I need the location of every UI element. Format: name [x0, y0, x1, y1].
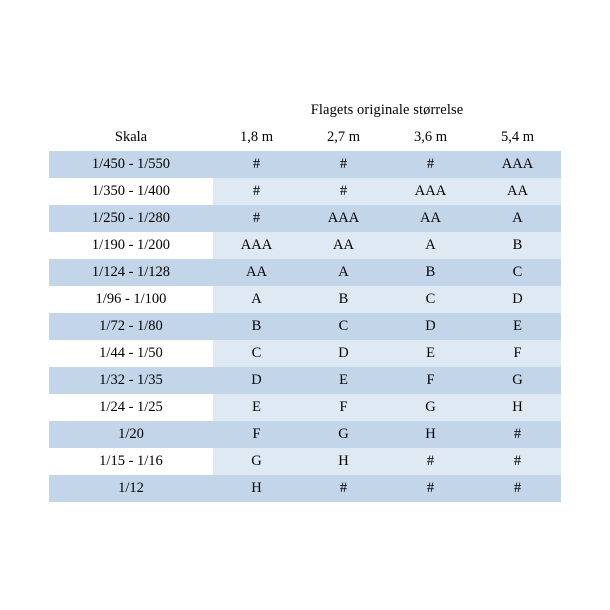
row-value: G	[474, 367, 561, 394]
row-value: F	[474, 340, 561, 367]
header-size-2: 2,7 m	[300, 124, 387, 151]
row-scale-label: 1/12	[49, 475, 213, 502]
row-scale-label: 1/32 - 1/35	[49, 367, 213, 394]
header-size-4: 5,4 m	[474, 124, 561, 151]
table-row	[49, 367, 561, 394]
table-row	[49, 340, 561, 367]
row-value: D	[474, 286, 561, 313]
row-value: #	[387, 151, 474, 178]
row-value: H	[387, 421, 474, 448]
table-row	[49, 259, 561, 286]
row-value: #	[474, 448, 561, 475]
row-scale-label: 1/450 - 1/550	[49, 151, 213, 178]
row-value: B	[474, 232, 561, 259]
header-size-3: 3,6 m	[387, 124, 474, 151]
row-scale-label: 1/250 - 1/280	[49, 205, 213, 232]
table-row	[49, 394, 561, 421]
table-row	[49, 421, 561, 448]
row-value: F	[213, 421, 300, 448]
row-value: C	[213, 340, 300, 367]
row-value: AA	[474, 178, 561, 205]
table-row	[49, 313, 561, 340]
row-scale-label: 1/350 - 1/400	[49, 178, 213, 205]
row-value: AA	[300, 232, 387, 259]
row-value: G	[387, 394, 474, 421]
table-header-row	[49, 124, 561, 151]
row-value: #	[474, 475, 561, 502]
header-size-1: 1,8 m	[213, 124, 300, 151]
table-row	[49, 448, 561, 475]
row-value: C	[387, 286, 474, 313]
row-value: AAA	[213, 232, 300, 259]
table-row	[49, 205, 561, 232]
row-value: D	[300, 340, 387, 367]
row-value: AAA	[474, 151, 561, 178]
row-value: #	[213, 205, 300, 232]
header-group-original-size: Flagets originale størrelse	[213, 97, 561, 124]
table-row	[49, 151, 561, 178]
row-value: A	[213, 286, 300, 313]
table-head	[49, 97, 561, 151]
flag-size-table	[49, 97, 561, 502]
row-scale-label: 1/15 - 1/16	[49, 448, 213, 475]
row-value: A	[474, 205, 561, 232]
row-value: #	[213, 178, 300, 205]
row-value: E	[300, 367, 387, 394]
row-scale-label: 1/24 - 1/25	[49, 394, 213, 421]
row-scale-label: 1/190 - 1/200	[49, 232, 213, 259]
row-value: #	[213, 151, 300, 178]
row-value: B	[213, 313, 300, 340]
row-value: B	[300, 286, 387, 313]
row-value: AA	[387, 205, 474, 232]
row-value: F	[300, 394, 387, 421]
row-scale-label: 1/20	[49, 421, 213, 448]
row-value: F	[387, 367, 474, 394]
row-value: E	[387, 340, 474, 367]
row-value: C	[300, 313, 387, 340]
table-row	[49, 178, 561, 205]
row-value: #	[300, 178, 387, 205]
flag-size-table-wrapper	[49, 97, 561, 502]
row-value: H	[213, 475, 300, 502]
row-value: E	[474, 313, 561, 340]
table-row	[49, 232, 561, 259]
row-scale-label: 1/72 - 1/80	[49, 313, 213, 340]
row-value: AAA	[387, 178, 474, 205]
row-value: G	[213, 448, 300, 475]
row-value: A	[387, 232, 474, 259]
table-body	[49, 151, 561, 502]
table-header-group-row	[49, 97, 561, 124]
header-corner-blank	[49, 97, 213, 124]
row-value: H	[300, 448, 387, 475]
row-value: #	[300, 475, 387, 502]
row-value: D	[387, 313, 474, 340]
row-value: C	[474, 259, 561, 286]
row-value: #	[387, 448, 474, 475]
row-value: H	[474, 394, 561, 421]
row-value: E	[213, 394, 300, 421]
table-row	[49, 475, 561, 502]
header-scale: Skala	[49, 124, 213, 151]
row-value: #	[387, 475, 474, 502]
row-value: #	[300, 151, 387, 178]
row-value: D	[213, 367, 300, 394]
row-value: #	[474, 421, 561, 448]
row-scale-label: 1/96 - 1/100	[49, 286, 213, 313]
row-scale-label: 1/124 - 1/128	[49, 259, 213, 286]
row-value: A	[300, 259, 387, 286]
row-value: G	[300, 421, 387, 448]
table-row	[49, 286, 561, 313]
row-value: AAA	[300, 205, 387, 232]
row-value: AA	[213, 259, 300, 286]
row-value: B	[387, 259, 474, 286]
row-scale-label: 1/44 - 1/50	[49, 340, 213, 367]
